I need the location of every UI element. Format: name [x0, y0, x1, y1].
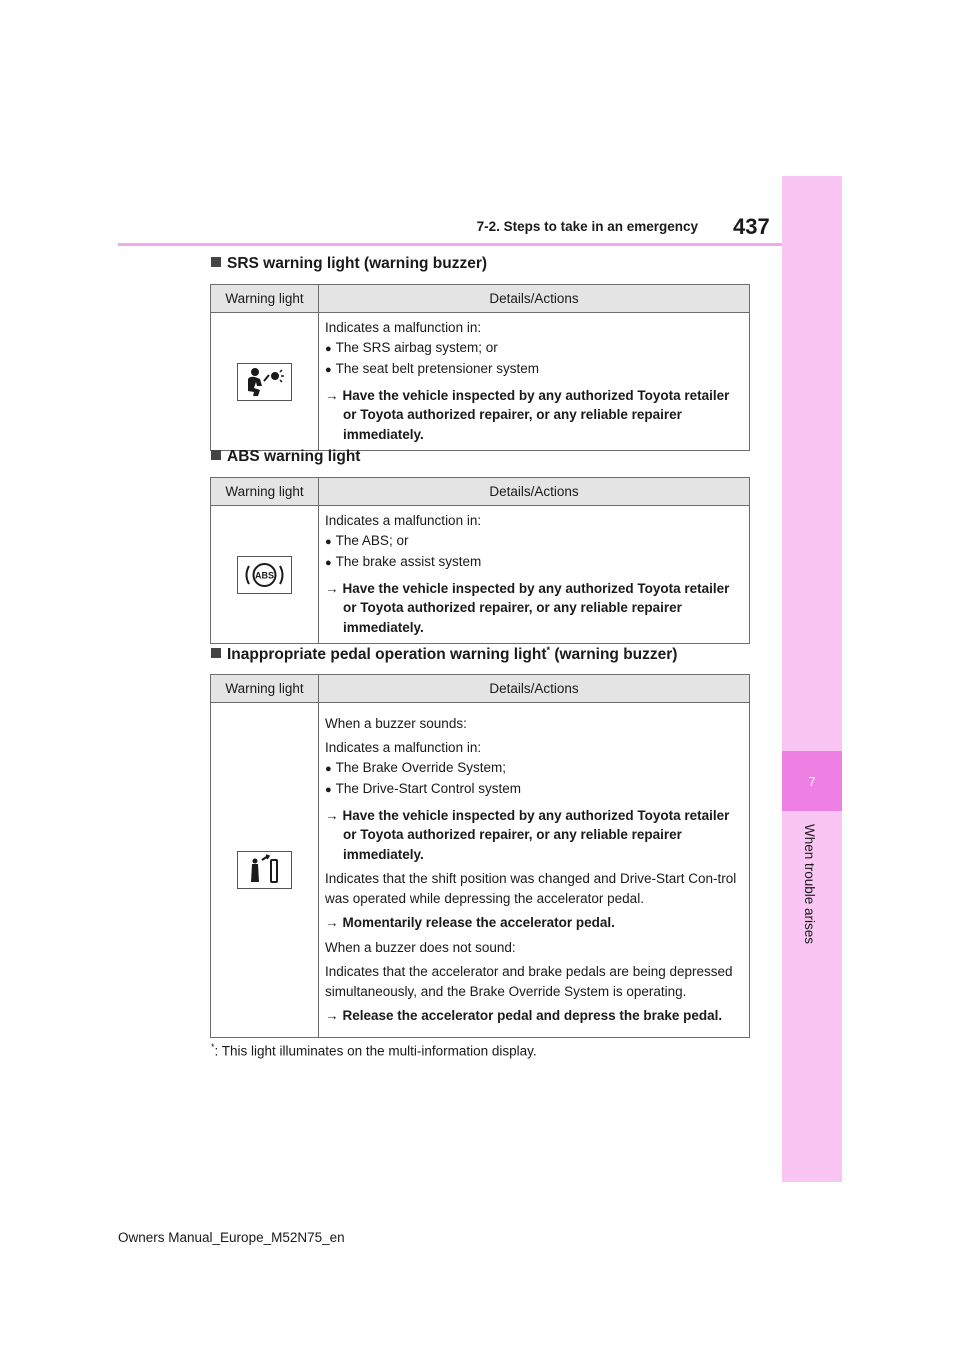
col-details: Details/Actions	[319, 285, 750, 313]
intro-text: Indicates a malfunction in:	[325, 513, 482, 528]
srs-airbag-warning-icon	[237, 363, 292, 401]
col-warning-light: Warning light	[211, 675, 319, 703]
bullet-item: ● The brake assist system	[325, 552, 745, 574]
col-warning-light: Warning light	[211, 478, 319, 506]
bullet-item: ● The Drive-Start Control system	[325, 779, 745, 801]
action-text: → Have the vehicle inspected by any authorized Toyota retailer or Toyota authorized repairer, or any reliable repairer immediately.	[325, 387, 730, 442]
srs-heading-text: SRS warning light (warning buzzer)	[227, 255, 488, 272]
action-text: → Have the vehicle inspected by any authorized Toyota retailer or Toyota authorized repairer, or any reliable repairer immediately.	[325, 807, 730, 862]
arrow-icon: →	[325, 387, 339, 403]
buzzer-sounds-text: When a buzzer sounds:	[325, 715, 467, 731]
srs-table	[210, 284, 750, 451]
heading-square-icon	[211, 257, 221, 267]
intro-text: Indicates a malfunction in:	[325, 740, 482, 755]
bullet-item: ● The Brake Override System;	[325, 758, 745, 780]
pedal-operation-warning-icon	[237, 851, 292, 889]
no-buzzer-text: When a buzzer does not sound:	[325, 939, 516, 955]
footnote	[211, 1042, 537, 1059]
section-title: 7-2. Steps to take in an emergency	[476, 219, 698, 234]
srs-heading	[211, 255, 487, 273]
arrow-icon: →	[325, 915, 339, 930]
pedal-details	[319, 703, 750, 1038]
footnote-mark: *	[211, 1042, 215, 1052]
abs-table	[210, 477, 750, 644]
srs-details	[319, 313, 750, 451]
abs-icon-cell	[211, 506, 319, 644]
pedal-heading-suffix: (warning buzzer)	[550, 646, 678, 664]
chapter-title: When trouble arises	[802, 824, 817, 945]
simultaneous-text: Indicates that the accelerator and brake pedals are being depressed simultaneously, and the Brake Override System is operating.	[325, 964, 733, 999]
abs-warning-icon	[237, 556, 292, 594]
col-details: Details/Actions	[319, 675, 750, 703]
arrow-icon: →	[325, 1008, 339, 1023]
abs-details	[319, 506, 750, 644]
footer-doc-id: Owners Manual_Europe_M52N75_en	[118, 1230, 345, 1245]
bullet-item: ● The seat belt pretensioner system	[325, 359, 745, 381]
abs-heading	[211, 448, 360, 466]
shift-text: Indicates that the shift position was changed and Drive-Start Con-trol was operated while depressing the accelerator pedal.	[325, 871, 737, 906]
abs-heading-text: ABS warning light	[227, 448, 361, 465]
abs-icon-label: ABS	[254, 570, 275, 580]
srs-icon-cell	[211, 313, 319, 451]
heading-square-icon	[211, 450, 221, 460]
bullet-item: ● The SRS airbag system; or	[325, 338, 745, 360]
col-details: Details/Actions	[319, 478, 750, 506]
header-rule	[118, 243, 782, 246]
intro-text: Indicates a malfunction in:	[325, 320, 482, 335]
shift-action-text: → Momentarily release the accelerator pedal.	[325, 915, 615, 930]
page-number: 437	[733, 214, 770, 239]
footnote-text: : This light illuminates on the multi-information display.	[214, 1043, 537, 1059]
arrow-icon: →	[325, 580, 339, 596]
bullet-item: ● The ABS; or	[325, 531, 745, 553]
pedal-icon-cell	[211, 703, 319, 1038]
chapter-side-tab	[782, 176, 842, 1182]
action-text: → Have the vehicle inspected by any authorized Toyota retailer or Toyota authorized repairer, or any reliable repairer immediately.	[325, 580, 730, 635]
pedal-heading	[211, 645, 677, 664]
heading-square-icon	[211, 648, 221, 658]
col-warning-light: Warning light	[211, 285, 319, 313]
simultaneous-action-text: → Release the accelerator pedal and depress the brake pedal.	[325, 1008, 723, 1023]
chapter-number: 7	[782, 751, 842, 811]
footnote-mark: *	[546, 645, 551, 655]
pedal-table	[210, 674, 750, 1038]
arrow-icon: →	[325, 807, 339, 823]
pedal-heading-text: Inappropriate pedal operation warning light	[227, 646, 547, 664]
